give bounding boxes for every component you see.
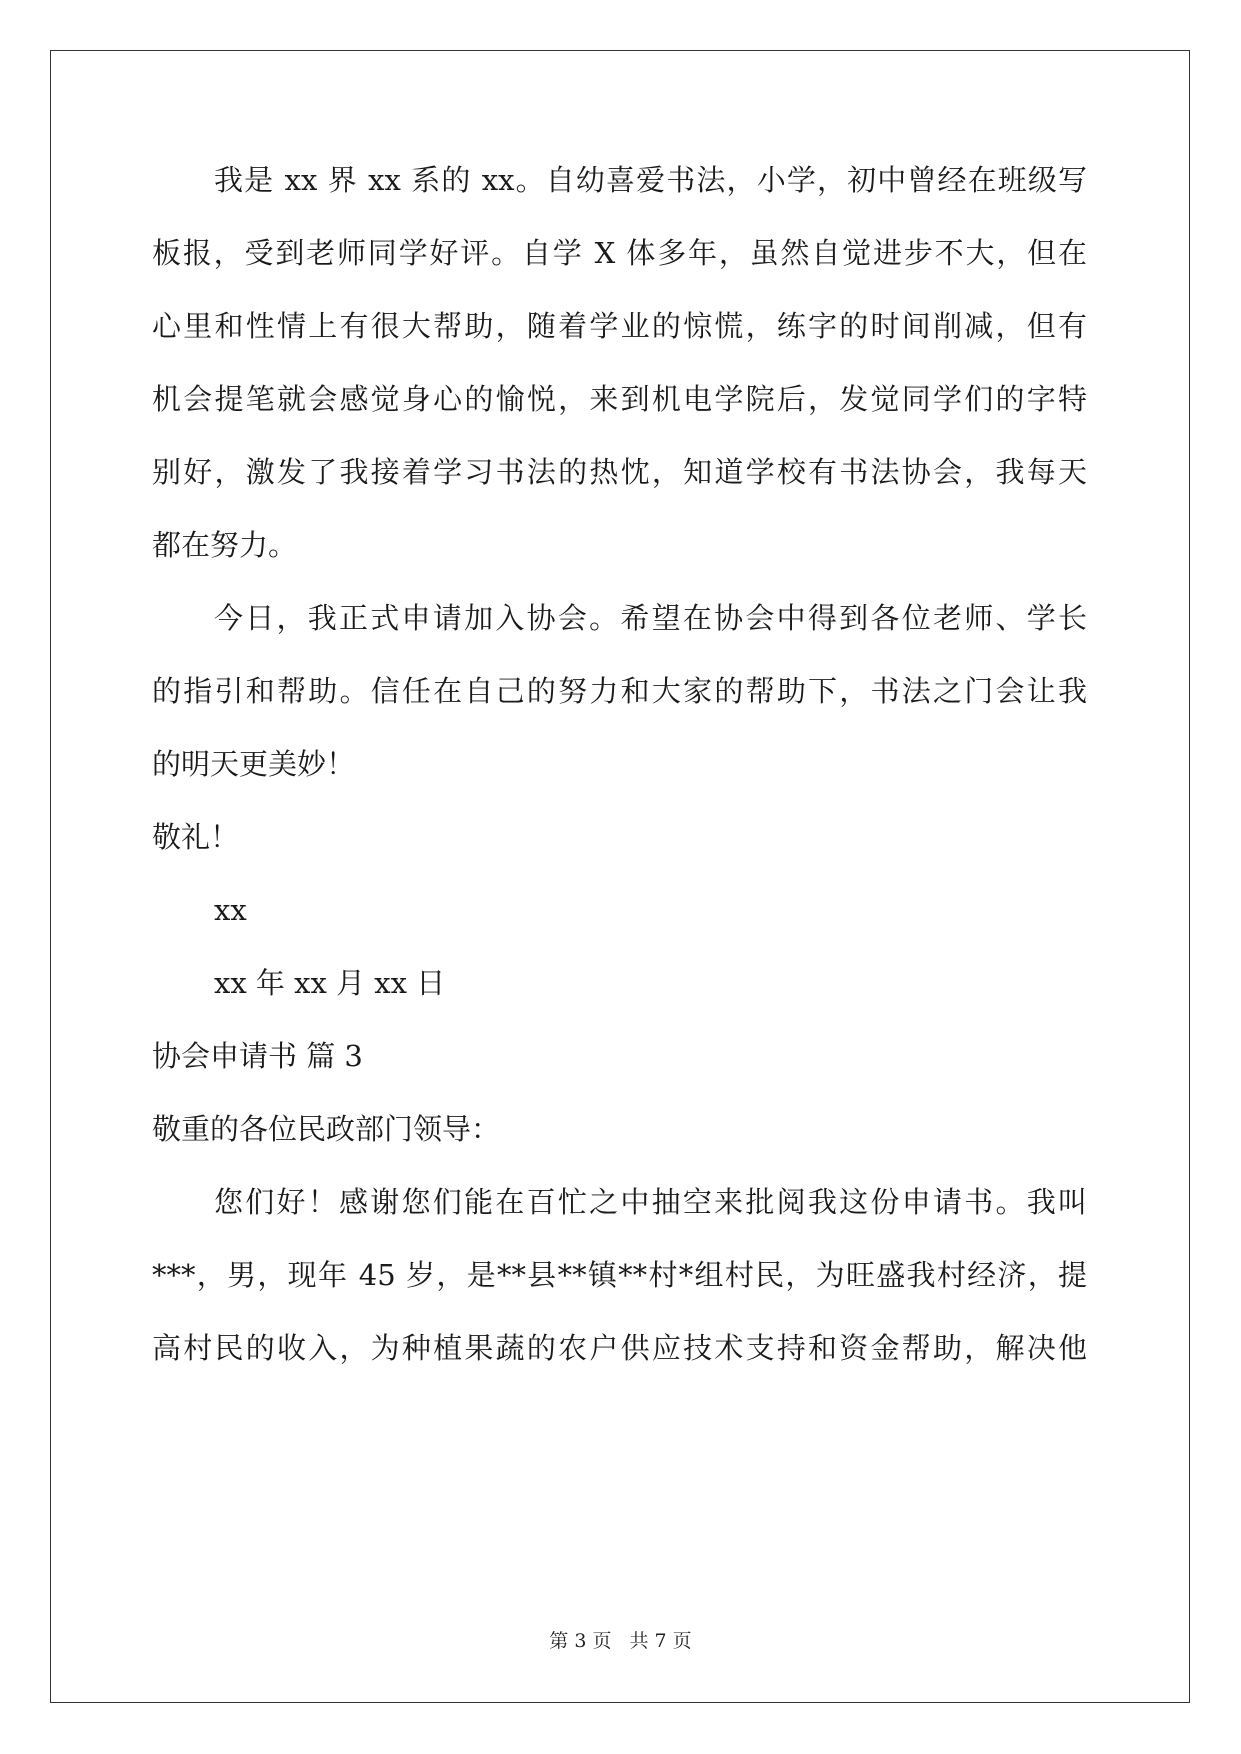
text-line: 您们好！感谢您们能在百忙之中抽空来批阅我这份申请书。我叫 (214, 1185, 1087, 1219)
page-total: 共 7 页 (629, 1630, 692, 1652)
page-footer (0, 1628, 1241, 1654)
letter-greeting: 敬重的各位民政部门领导： (152, 1112, 501, 1146)
text-line: 我是 xx 界 xx 系的 xx。自幼喜爱书法，小学，初中曾经在班级写 (214, 163, 1087, 197)
page-number: 第 3 页 (549, 1630, 612, 1652)
text-line: 的指引和帮助。信任在自己的努力和大家的帮助下，书法之门会让我 (152, 674, 1087, 708)
text-line: ***，男，现年 45 岁，是**县**镇**村*组村民，为旺盛我村经济，提 (152, 1258, 1087, 1292)
signature-date: xx 年 xx 月 xx 日 (214, 966, 446, 1000)
text-line: 板报，受到老师同学好评。自学 X 体多年，虽然自觉进步不大，但在 (152, 236, 1087, 270)
section-heading: 协会申请书 篇 3 (152, 1039, 363, 1073)
text-line: 心里和性情上有很大帮助，随着学业的惊慌，练字的时间削减，但有 (152, 309, 1087, 343)
signature-name: xx (214, 893, 247, 927)
text-line: 别好，激发了我接着学习书法的热忱，知道学校有书法协会，我每天 (152, 455, 1087, 489)
salutation: 敬礼！ (152, 820, 240, 854)
text-line: 今日，我正式申请加入协会。希望在协会中得到各位老师、学长 (214, 601, 1087, 635)
text-line: 高村民的收入，为种植果蔬的农户供应技术支持和资金帮助，解决他 (152, 1331, 1087, 1365)
text-line: 都在努力。 (152, 528, 298, 562)
page-frame (50, 50, 1190, 1703)
text-line: 的明天更美妙！ (152, 747, 356, 781)
text-line: 机会提笔就会感觉身心的愉悦，来到机电学院后，发觉同学们的字特 (152, 382, 1087, 416)
